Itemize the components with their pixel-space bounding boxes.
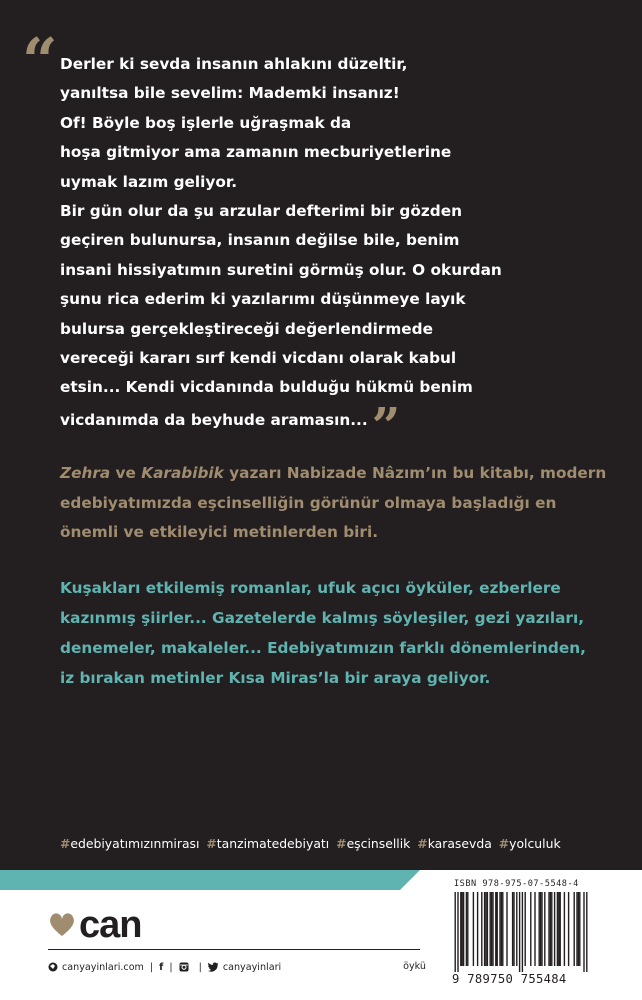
description-line: edebiyatımızda eşcinselliğin görünür olmaya başladığı en [60, 493, 557, 512]
barcode-bar [473, 892, 474, 966]
description-line: önemli ve etkileyici metinlerden biri. [60, 523, 379, 542]
barcode-bar [463, 892, 464, 966]
hashtag: #eşcinsellik [336, 836, 411, 851]
publisher-name: can [79, 904, 142, 946]
barcode-bar [485, 892, 486, 966]
barcode-bar [502, 892, 503, 966]
quote-line: geçiren bulunursa, insanın değilse bile, benim [60, 231, 460, 250]
closing-quote-mark: ” [371, 395, 401, 455]
description-text: yazarı Nabizade Nâzım’ın bu kitabı, modern [223, 464, 607, 482]
barcode-digits: 9 789750 755484 [452, 972, 567, 986]
hashtag-list [60, 836, 564, 851]
barcode-bar [579, 892, 580, 966]
quote-line: Bir gün olur da şu arzular defterimi bir gözden [60, 202, 462, 221]
twitter-icon[interactable] [208, 962, 219, 972]
barcode-bar [586, 892, 587, 972]
quote-line: şunu rica ederim ki yazılarımı düşünmeye layık [60, 290, 466, 309]
isbn-label: ISBN 978-975-07-5548-4 [454, 879, 579, 889]
barcode-bar [540, 892, 541, 966]
publisher-logo [48, 906, 141, 944]
barcode-bar [516, 892, 517, 966]
hashtag: #tanzimatedebiyatı [206, 836, 330, 851]
barcode-bar [583, 892, 584, 972]
barcode-bar [578, 892, 579, 966]
barcode-bar [495, 892, 496, 966]
barcode-bar [490, 892, 491, 966]
website-link[interactable]: canyayinlari.com [62, 961, 144, 973]
barcode [453, 892, 593, 972]
quote-line: hoşa gitmiyor ama zamanın mecburiyetlerine [60, 143, 452, 162]
barcode-bar [506, 892, 507, 966]
barcode-bar [513, 892, 514, 966]
quote-line: vicdanımda da beyhude aramasın... [60, 410, 368, 429]
barcode-bar [557, 892, 558, 966]
barcode-bar [466, 892, 467, 966]
barcode-bar [484, 892, 485, 966]
barcode-bar [550, 892, 551, 966]
barcode-bar [548, 892, 549, 966]
barcode-bar [568, 892, 569, 966]
barcode-bar [492, 892, 493, 966]
excerpt-quote [60, 50, 502, 455]
barcode-bar [467, 892, 468, 966]
series-description [60, 573, 590, 693]
barcode-bar [519, 892, 520, 972]
separator: | [169, 961, 173, 973]
barcode-bar [457, 892, 458, 972]
barcode-bar [539, 892, 540, 966]
series-line: kazınmış şiirler... Gazetelerde kalmış söyleşiler, gezi yazıları, [60, 609, 585, 627]
series-line: denemeler, makaleler... Edebiyatımızın farklı dönemlerinden, [60, 639, 586, 657]
description-connector: ve [110, 464, 142, 482]
barcode-bar [525, 892, 526, 966]
barcode-bar [576, 892, 577, 966]
barcode-bar [544, 892, 545, 966]
hashtag: #yolculuk [498, 836, 561, 851]
separator: | [149, 961, 154, 973]
instagram-icon[interactable] [179, 962, 189, 972]
quote-line: etsin... Kendi vicdanında bulduğu hükmü benim [60, 378, 473, 397]
barcode-bar [541, 892, 542, 966]
barcode-bar [455, 892, 456, 972]
barcode-bar [460, 892, 461, 966]
facebook-icon[interactable]: f [159, 961, 164, 973]
barcode-bar [560, 892, 561, 966]
quote-line: yanıltsa bile sevelim: Mademki insanız! [60, 84, 400, 103]
quote-line: uymak lazım geliyor. [60, 172, 238, 191]
book-description [60, 459, 607, 548]
barcode-bar [481, 892, 482, 966]
heart-icon [48, 911, 76, 939]
barcode-bar [530, 892, 531, 966]
barcode-bar [534, 892, 535, 966]
barcode-bar [522, 892, 523, 972]
barcode-bar [499, 892, 500, 966]
book-title-karabibik: Karabibik [141, 464, 224, 482]
opening-quote-mark: “ [22, 24, 58, 97]
description-line [60, 459, 607, 489]
quote-line-last [60, 395, 460, 455]
barcode-bar [558, 892, 559, 966]
barcode-bar [501, 892, 502, 966]
footer-divider [48, 949, 420, 950]
barcode-bar [564, 892, 565, 966]
barcode-bar [477, 892, 478, 966]
quote-line: vereceği kararı sırf kendi vicdanı olarak kabul [60, 349, 457, 368]
quote-line: Of! Böyle boş işlerle uğraşmak da [60, 113, 352, 132]
genre-label: öykü [403, 961, 426, 972]
quote-line: bulursa gerçekleştireceği değerlendirmede [60, 319, 433, 338]
barcode-bar [491, 892, 492, 966]
social-handle[interactable]: canyayinlari [222, 961, 282, 973]
barcode-bar [497, 892, 498, 966]
barcode-bar [554, 892, 555, 966]
hashtag: #karasevda [417, 836, 492, 851]
barcode-bar [462, 892, 463, 966]
series-line: iz bırakan metinler Kısa Miras’la bir araya geliyor. [60, 669, 491, 687]
globe-icon [48, 962, 58, 972]
barcode-bar [487, 892, 488, 966]
barcode-bar [512, 892, 513, 966]
publisher-footer [48, 959, 426, 975]
barcode-bar [551, 892, 552, 966]
barcode-area [450, 879, 596, 989]
book-title-zehra: Zehra [60, 464, 111, 482]
quote-line: Derler ki sevda insanın ahlakını düzeltir, [60, 55, 408, 73]
separator: | [198, 961, 202, 973]
barcode-bar [574, 892, 575, 966]
hashtag: #edebiyatımızınmirası [60, 836, 200, 851]
quote-line: insani hissiyatımın suretini görmüş olur. O okurdan [60, 260, 502, 279]
series-line: Kuşakları etkilemiş romanlar, ufuk açıcı öyküler, ezberlere [60, 579, 561, 597]
